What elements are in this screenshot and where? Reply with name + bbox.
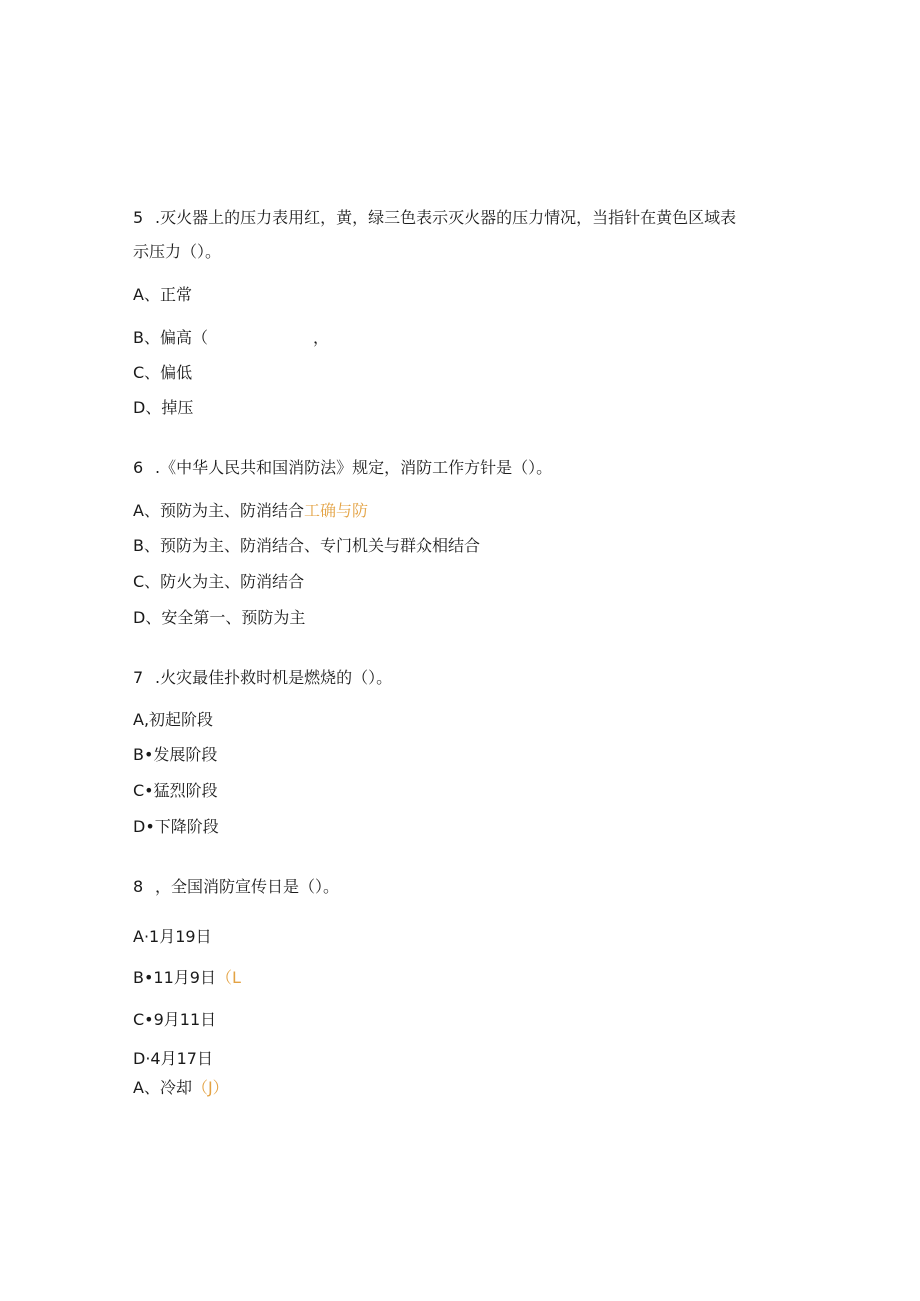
question-8-option-b <box>133 968 241 988</box>
question-text: .《中华人民共和国消防法》规定，消防工作方针是（）。 <box>155 458 553 477</box>
question-8-option-d: D·4月17日 <box>133 1049 213 1068</box>
question-8-line-1 <box>133 877 339 897</box>
question-5-option-d: D、掉压 <box>133 398 194 417</box>
trailing-option-a <box>133 1078 229 1098</box>
handwritten-annotation: 工确与防 <box>303 501 368 520</box>
question-5-line-2: 示压力（）。 <box>133 242 222 261</box>
question-text: .灭火器上的压力表用红，黄，绿三色表示灭火器的压力情况，当指针在黄色区域表 <box>155 208 737 227</box>
question-5-option-a: A、正常 <box>133 285 192 304</box>
question-5-option-c: C、偏低 <box>133 363 193 382</box>
option-text: B•11月9日 <box>133 968 216 987</box>
question-6-option-c: C、防火为主、防消结合 <box>133 572 305 591</box>
question-7-option-d: D•下降阶段 <box>133 817 219 836</box>
question-8-option-c: C•9月11日 <box>133 1010 217 1029</box>
question-text: ，全国消防宣传日是（）。 <box>155 877 340 896</box>
question-6-option-a <box>133 501 368 521</box>
question-5-option-b <box>133 328 329 348</box>
question-7-option-c: C•猛烈阶段 <box>133 781 218 800</box>
question-number: 7 <box>133 668 144 687</box>
question-7-option-a: A,初起阶段 <box>133 710 214 729</box>
option-text: A、预防为主、防消结合 <box>133 501 304 520</box>
question-number: 8 <box>133 877 144 896</box>
option-text: A、冷却 <box>133 1078 192 1097</box>
question-text: .火灾最佳扑救时机是燃烧的（）。 <box>155 668 393 687</box>
question-6-option-b: B、预防为主、防消结合、专门机关与群众相结合 <box>133 536 480 555</box>
question-7-option-b: B•发展阶段 <box>133 745 218 764</box>
question-6-option-d: D、安全第一、预防为主 <box>133 608 306 627</box>
handwritten-annotation: （L <box>215 968 241 987</box>
handwritten-annotation: （J） <box>191 1078 229 1097</box>
option-suffix: ， <box>312 328 329 347</box>
question-number: 6 <box>133 458 144 477</box>
question-number: 5 <box>133 208 144 227</box>
question-8-option-a: A·1月19日 <box>133 927 212 946</box>
question-7-line-1 <box>133 668 392 688</box>
question-5-line-1 <box>133 208 736 228</box>
question-6-line-1 <box>133 458 552 478</box>
option-text: B、偏高（ <box>133 328 208 347</box>
